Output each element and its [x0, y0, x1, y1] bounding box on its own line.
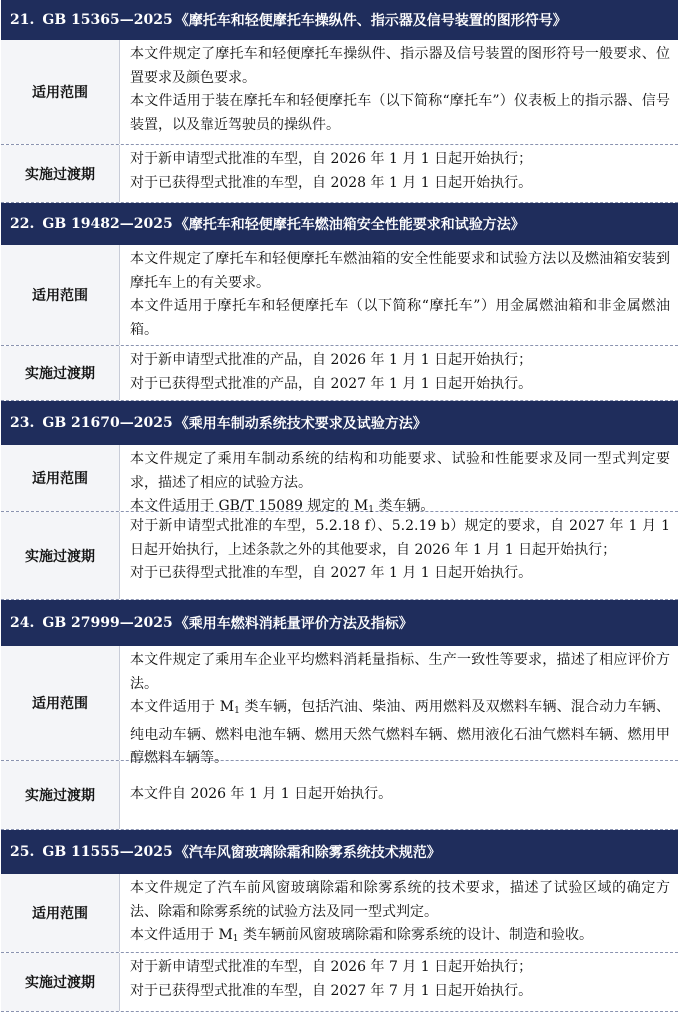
- transition-content: [120, 953, 678, 1011]
- subscript: 1: [234, 706, 240, 716]
- transition-text: 对于已获得型式批准的车型，自 2027 年 7 月 1 日起开始执行。: [130, 982, 533, 999]
- scope-text-part: 本文件适用于 M: [130, 927, 233, 943]
- scope-content: [120, 874, 678, 952]
- standard-header: [1, 401, 678, 445]
- standard-title: 《摩托车和轻便摩托车操纵件、指示器及信号装置的图形符号》: [174, 13, 567, 29]
- standard-25: [1, 830, 678, 1012]
- standard-number: 22.: [10, 216, 35, 232]
- scope-label: 适用范围: [1, 245, 120, 345]
- standard-code: GB 27999—2025: [42, 615, 173, 631]
- scope-row: [1, 40, 678, 145]
- scope-text-part: 类车辆，包括汽油、柴油、两用燃料及双燃料车辆、混合动力车辆、纯电动车辆、燃料电池车辆、燃用天然气燃料车辆、燃用液化石油气燃料车辆、燃用甲醇燃料车辆等。: [130, 699, 670, 766]
- transition-text: 对于新申请型式批准的车型，5.2.18 f）、5.2.19 b）规定的要求，自 2027 年 1 月 1 日起开始执行，上述条款之外的其他要求，自 2026 年 1 月 1 日起开始执行；: [130, 518, 670, 558]
- transition-label: 实施过渡期: [1, 145, 120, 202]
- scope-text: 本文件规定了乘用车企业平均燃料消耗量指标、生产一致性等要求，描述了相应评价方法。: [130, 652, 670, 692]
- transition-label: 实施过渡期: [1, 761, 120, 829]
- subscript: 1: [368, 505, 374, 515]
- standard-code: GB 19482—2025: [42, 216, 173, 232]
- transition-row: [1, 346, 678, 401]
- standard-title: 《摩托车和轻便摩托车燃油箱安全性能要求和试验方法》: [174, 217, 525, 233]
- scope-text: [130, 924, 670, 952]
- scope-content: [120, 445, 678, 515]
- standard-title: 《乘用车制动系统技术要求及试验方法》: [174, 416, 427, 432]
- scope-text: [130, 696, 670, 771]
- scope-row: [1, 245, 678, 346]
- standard-number: 23.: [10, 415, 35, 431]
- standard-header: [1, 0, 678, 40]
- standard-number: 21.: [10, 12, 35, 28]
- scope-text: 本文件规定了汽车前风窗玻璃除霜和除雾系统的技术要求，描述了试验区域的确定方法、除霜和除雾系统的试验方法及同一型式判定。: [130, 880, 670, 920]
- transition-row: [1, 761, 678, 830]
- standard-code: GB 21670—2025: [42, 415, 173, 431]
- scope-row: [1, 646, 678, 766]
- transition-row: [1, 145, 678, 203]
- scope-text: 本文件适用于摩托车和轻便摩托车（以下简称“摩托车”）用金属燃油箱和非金属燃油箱。: [130, 298, 670, 338]
- standard-header: [1, 600, 678, 646]
- standard-22: [1, 203, 678, 401]
- transition-text: 对于新申请型式批准的车型，自 2026 年 7 月 1 日起开始执行；: [130, 959, 533, 975]
- standards-table: [1, 0, 678, 1012]
- standard-number: 24.: [10, 615, 35, 631]
- scope-label: 适用范围: [1, 646, 120, 760]
- scope-content: [120, 646, 678, 766]
- standard-23: [1, 401, 678, 600]
- standard-header: [1, 830, 678, 874]
- scope-text: 本文件适用于装在摩托车和轻便摩托车（以下简称“摩托车”）仪表板上的指示器、信号装置，以及靠近驾驶员的操纵件。: [130, 93, 670, 133]
- transition-content: [120, 512, 678, 599]
- standard-24: [1, 600, 678, 830]
- standard-code: GB 11555—2025: [42, 844, 173, 860]
- scope-row: [1, 445, 678, 515]
- scope-text: 本文件规定了摩托车和轻便摩托车操纵件、指示器及信号装置的图形符号一般要求、位置要求及颜色要求。: [130, 46, 670, 86]
- transition-text: 本文件自 2026 年 1 月 1 日起开始执行。: [130, 786, 393, 803]
- transition-text: 对于新申请型式批准的车型，自 2026 年 1 月 1 日起开始执行；: [130, 151, 533, 167]
- subscript: 1: [232, 934, 239, 944]
- scope-label: 适用范围: [1, 40, 120, 144]
- scope-text-part: 类车辆前风窗玻璃除霜和除雾系统的设计、制造和验收。: [238, 927, 593, 943]
- scope-text-part: 本文件适用于 GB/T 15089 规定的 M: [130, 498, 369, 514]
- scope-content: [120, 40, 678, 144]
- standard-header: [1, 203, 678, 245]
- scope-text: 本文件规定了乘用车制动系统的结构和功能要求、试验和性能要求及同一型式判定要求，描述了相应的试验方法。: [130, 451, 670, 491]
- transition-label: 实施过渡期: [1, 346, 120, 400]
- standard-code: GB 15365—2025: [42, 12, 173, 28]
- standard-21: [1, 0, 678, 203]
- transition-text: 对于已获得型式批准的产品，自 2027 年 1 月 1 日起开始执行。: [130, 375, 533, 392]
- scope-label: 适用范围: [1, 445, 120, 511]
- transition-row: [1, 512, 678, 600]
- transition-label: 实施过渡期: [1, 953, 120, 1011]
- transition-row: [1, 953, 678, 1012]
- transition-text: 对于已获得型式批准的车型，自 2027 年 1 月 1 日起开始执行。: [130, 565, 533, 581]
- standard-number: 25.: [10, 844, 35, 860]
- transition-text: 对于新申请型式批准的产品，自 2026 年 1 月 1 日起开始执行；: [130, 352, 533, 368]
- scope-text: 本文件规定了摩托车和轻便摩托车燃油箱的安全性能要求和试验方法以及燃油箱安装到摩托车上的有关要求。: [130, 251, 670, 291]
- scope-content: [120, 245, 678, 345]
- transition-label: 实施过渡期: [1, 512, 120, 599]
- scope-text-part: 类车辆。: [373, 498, 435, 514]
- standard-title: 《汽车风窗玻璃除霜和除雾系统技术规范》: [174, 845, 441, 861]
- standard-title: 《乘用车燃料消耗量评价方法及指标》: [174, 616, 413, 632]
- transition-text: 对于已获得型式批准的车型，自 2028 年 1 月 1 日起开始执行。: [130, 174, 533, 191]
- scope-label: 适用范围: [1, 874, 120, 952]
- transition-content: [120, 346, 678, 400]
- scope-row: [1, 874, 678, 953]
- transition-content: [120, 145, 678, 202]
- scope-text-part: 本文件适用于 M: [130, 699, 235, 715]
- transition-content: [120, 761, 678, 829]
